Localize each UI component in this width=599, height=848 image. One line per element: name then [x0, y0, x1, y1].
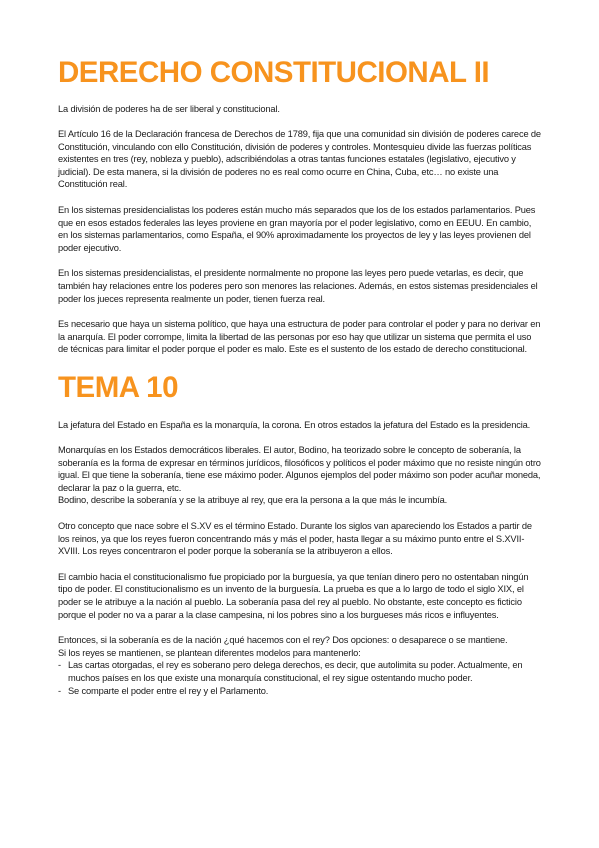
options-list [58, 659, 542, 697]
list-marker: - [58, 660, 61, 671]
paragraph: Es necesario que haya un sistema político, que haya una estructura de poder para controlar el poder y para no derivar en la anarquía. El poder corrompe, limita la libertad de las personas por eso hay que utilizar un sistema que permita el uso de técnicas para limitar el poder porque el poder es malo. Este es el sustento de los estado de derecho constitucional. [58, 319, 541, 355]
main-heading: DERECHO CONSTITUCIONAL II [58, 56, 490, 89]
paragraph: En los sistemas presidencialistas los poderes están mucho más separados que los de los estados parlamentarios. Pues que en esos estados federales las leyes proviene en gran mayoría por el poder legislativo, como en EEUU. En cambio, en los sistemas parlamentarios, como España, el 90% aproximadamente los proyectos de ley y las leyes provienen del poder ejecutivo. [58, 205, 536, 253]
list-item [58, 685, 542, 698]
paragraph: Monarquías en los Estados democráticos liberales. El autor, Bodino, ha teorizado sobre le concepto de soberanía, la soberanía es la forma de expresar en términos jurídicos, filosóficos y políticos el poder máximo que no resiste ningún otro igual. El que tiene la soberanía, tiene ese máximo poder. Algunos ejemplos del poder máximo son poder acuñar moneda, declarar la paz o la guerra, etc. [58, 445, 541, 493]
paragraph: Bodino, describe la soberanía y se la atribuye al rey, que era la persona a la que más le incumbía. [58, 495, 448, 506]
paragraph: La división de poderes ha de ser liberal y constitucional. [58, 103, 280, 114]
list-marker: - [58, 685, 61, 696]
paragraph: En los sistemas presidencialistas, el presidente normalmente no propone las leyes pero puede vetarlas, es decir, que también hay relaciones entre los poderes pero son menores las relaciones. Además, en estos sistemas presidenciales el poder los jueces representa realmente un poder, tienen fuerza real. [58, 268, 538, 304]
paragraph: Si los reyes se mantienen, se plantean diferentes modelos para mantenerlo: [58, 647, 361, 658]
document-content [58, 58, 542, 697]
paragraph: El cambio hacia el constitucionalismo fue propiciado por la burguesía, ya que tenían dinero pero no ostentaban ningún tipo de poder. El constitucionalismo es un invento de la burguesía. La prueba es que a lo largo de todo el siglo XIX, el poder se le atribuye a la nación al pueblo. La soberanía pasa del rey al pueblo. No obstante, este concepto es ficticio porque el poder no va a parar a la clase campesina, ni los pobres sino a los burgueses más ricos e influyentes. [58, 571, 529, 620]
list-item-text: Las cartas otorgadas, el rey es soberano pero delega derechos, es decir, que autolimita su poder. Actualmente, en muchos países en los que existe una monarquía constitucional, el rey sigue ostentando mucho poder. [68, 660, 523, 683]
list-item-text: Se comparte el poder entre el rey y el Parlamento. [68, 685, 269, 696]
paragraph: La jefatura del Estado en España es la monarquía, la corona. En otros estados la jefatura del Estado es la presidencia. [58, 419, 531, 430]
section-heading: TEMA 10 [58, 371, 178, 404]
paragraph: Otro concepto que nace sobre el S.XV es el término Estado. Durante los siglos van apareciendo los Estados a partir de los reinos, ya que los reyes fueron concentrando más y más el poder, hasta llegar a su máximo punto entre el S.XVII- XVIII. Los reyes concentraron el poder porque la soberanía se la atribuyeron a ellos. [58, 521, 532, 557]
list-item [58, 659, 542, 684]
paragraph: El Artículo 16 de la Declaración francesa de Derechos de 1789, fija que una comunidad sin división de poderes carece de Constitución, vinculando con ello Constitución, división de poderes y controles. Montesquieu divide las fuerzas políticas existentes en tres (rey, nobleza y pueblo), adscribiéndolas a otras tantas funciones estatales (legislativo, ejecutivo y judicial). De esta manera, si la división de poderes no es real como ocurre en China, Cuba, etc… no existe una Constitución real. [58, 129, 541, 190]
paragraph: Entonces, si la soberanía es de la nación ¿qué hacemos con el rey? Dos opciones: o desaparece o se mantiene. [58, 635, 508, 646]
